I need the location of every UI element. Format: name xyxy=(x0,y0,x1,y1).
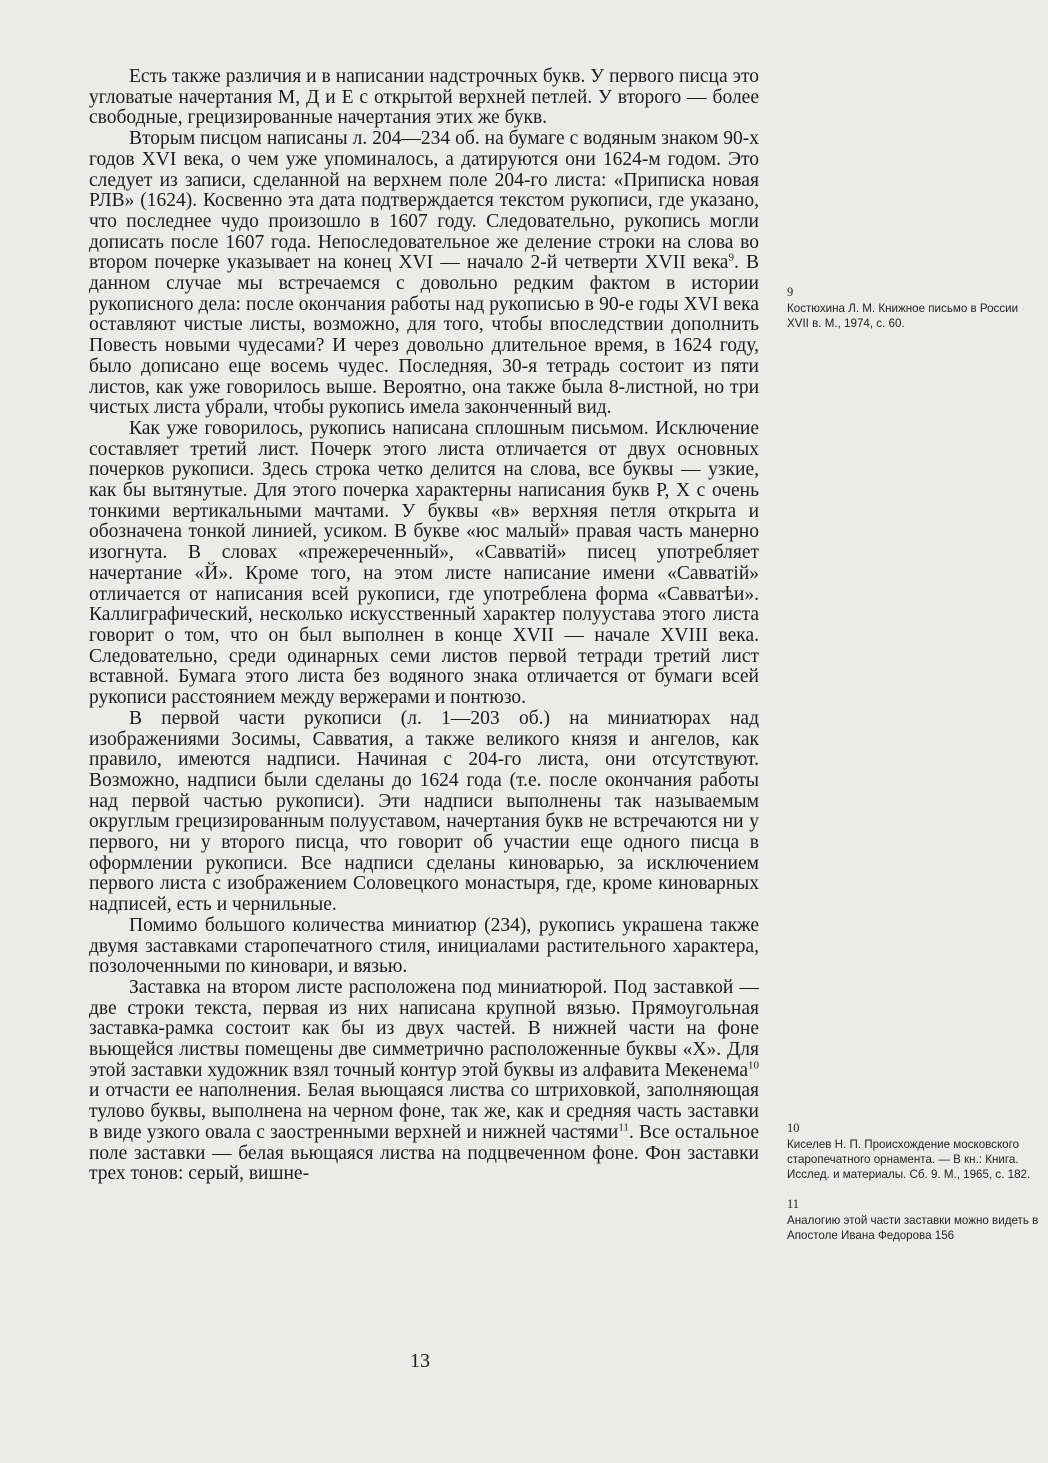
paragraph: Есть также различия и в написании надстрочных букв. У первого писца это угловатые начертания М, Д и Е с открытой верхней петлей. У второго — более свободные, грецизированные начертания этих же букв. xyxy=(89,66,759,129)
paragraph-text: и отчасти ее наполнения. Белая вьющаяся листва со штриховкой, заполняющая тулово буквы, выполнена на черном фоне, так же, как и средняя часть заставки в виде узкого овала с заостренными верхней и нижней частями xyxy=(89,1080,759,1143)
footnote-11 xyxy=(787,1197,1039,1243)
footnote-text: Киселев Н. П. Происхождение московского старопечатного орнамента. — В кн.: Книга. Исслед. и материалы. Сб. 9. М., 1965, с. 182. xyxy=(787,1138,1031,1181)
footnote-number: 9 xyxy=(787,285,794,299)
page-number: 13 xyxy=(410,1350,430,1372)
paragraph: Как уже говорилось, рукопись написана сплошным письмом. Исключение составляет третий лист. Почерк этого листа отличается от двух основных почерков рукописи. Здесь строка четко делится на слова, все буквы — узкие, как бы вытянутые. Для этого почерка характерны написания букв Р, Х с очень тонкими вертикальными мачтами. У буквы «в» верхняя петля открыта и обозначена тонкой линией, усиком. В букве «юс малый» правая часть манерно изогнута. В словах «прежереченный», «Савватій» писец употребляет начертание «Й». Кроме того, на этом листе написание имени «Савватій» отличается от написания всей рукописи, где употреблена форма «Савватѣи». Каллиграфический, несколько искусственный характер полуустава этого листа говорит о том, что он был выполнен в конце XVII — начале XVIII века. Следовательно, среди одинарных семи листов первой тетради третий лист вставной. Бумага этого листа без водяного знака отличается от бумаги всей рукописи расстоянием между вержерами и понтюзо. xyxy=(89,417,759,709)
footnote-number: 11 xyxy=(787,1197,800,1211)
footnote-ref-10: 10 xyxy=(748,1059,759,1072)
main-text xyxy=(89,67,759,1185)
paragraph: Помимо большого количества миниатюр (234), рукопись украшена также двумя заставками старопечатного стиля, инициалами растительного характера, позолоченными по киновари, и вязью. xyxy=(89,914,759,978)
footnote-ref-11: 11 xyxy=(618,1121,629,1134)
footnote-ref-9: 9 xyxy=(728,251,734,264)
paragraph: В первой части рукописи (л. 1—203 об.) на миниатюрах над изображениями Зосимы, Савватия, а также великого князя и ангелов, как правило, имеются надписи. Начиная с 204-го листа, они отсутствуют. Возможно, надписи были сделаны до 1624 года (т.е. после окончания работы над первой частью рукописи). Эти надписи выполнены так называемым округлым грецизированным полууставом, начертания букв не встречаются ни у первого, ни у второго писца, что говорит об участии еще одного писца в оформлении рукописи. Все надписи сделаны киноварью, за исключением первого листа с изображением Соловецкого монастыря, где, кроме киноварных надписей, есть и чернильные. xyxy=(89,707,759,916)
footnote-text: Аналогию этой части заставки можно видеть в Апостоле Ивана Федорова 156 xyxy=(787,1214,1039,1242)
paragraph-text: В данном случае мы встречаемся с довольно редким фактом в истории рукописного дела: после окончания работы над рукописью в 90-е годы XVI века оставляют чистые листы, возможно, для того, чтобы впоследствии дополнить Повесть новыми чудесами? И через довольно длительное время, в 1624 году, было дописано еще восемь чудес. Последняя, 30-я тетрадь состоит из пяти листов, как уже говорилось выше. Вероятно, она также была 8-листной, но три чистых листа убрали, чтобы рукопись имела законченный вид. xyxy=(89,252,759,419)
footnote-9 xyxy=(787,285,1039,331)
paragraph: Вторым писцом написаны л. 204—234 об. на бумаге с водяным знаком 90-х годов XVI века, о чем уже упоминалось, а датируются они 1624-м годом. Это следует из записи, сделанной на верхнем поле 204-го листа: «Приписка новая РЛВ» (1624). Косвенно эта дата подтверждается текстом рукописи, где указано, что последнее чудо произошло в 1607 году. Следовательно, рукопись могли дописать после 1607 года. Непоследовательное же деление строки на слова во втором почерке указывает на конец XVI — начало 2-й четверти XVII века$^9$. В данном случае мы встречаемся с довольно редким фактом в истории рукописного дела: после окончания работы над рукописью в 90-е годы XVI века оставляют чистые листы, возможно, для того, чтобы впоследствии дополнить Повесть новыми чудесами? И через довольно длительное время, в 1624 году, было дописано еще восемь чудес. Последняя, 30-я тетрадь состоит из пяти листов, как уже говорилось выше. Вероятно, она также была 8-листной, но три чистых листа убрали, чтобы рукопись имела законченный вид. xyxy=(89,128,759,419)
footnote-number: 10 xyxy=(787,1121,800,1135)
paragraph-text: Заставка на втором листе расположена под миниатюрой. Под заставкой — две строки текста, первая из них написана крупной вязью. Прямоугольная заставка-рамка состоит как бы из двух частей. В нижней части на фоне вьющейся листвы помещены две симметрично расположенные буквы «Х». Для этой заставки художник взял точный контур этой буквы из алфавита Мекенема xyxy=(89,976,759,1081)
footnote-10 xyxy=(787,1121,1039,1182)
paragraph-text: Вторым писцом написаны л. 204—234 об. на бумаге с водяным знаком 90-х годов XVI века, о чем уже упоминалось, а датируются они 1624-м годом. Это следует из записи, сделанной на верхнем поле 204-го листа: «Приписка новая РЛВ» (1624). Косвенно эта дата подтверждается текстом рукописи, где указано, что последнее чудо произошло в 1607 году. Следовательно, рукопись могли дописать после 1607 года. Непоследовательное же деление строки на слова во втором почерке указывает на конец XVI — начало 2-й четверти XVII века xyxy=(89,128,759,274)
footnote-text: Костюхина Л. М. Книжное письмо в России XVII в. М., 1974, с. 60. xyxy=(787,302,1019,330)
paragraph-text: . Все остальное поле заставки — белая вьющаяся листва на подцвеченном фоне. Фон заставки трех тонов: серый, вишне- xyxy=(89,1121,759,1185)
paragraph xyxy=(89,978,759,1185)
